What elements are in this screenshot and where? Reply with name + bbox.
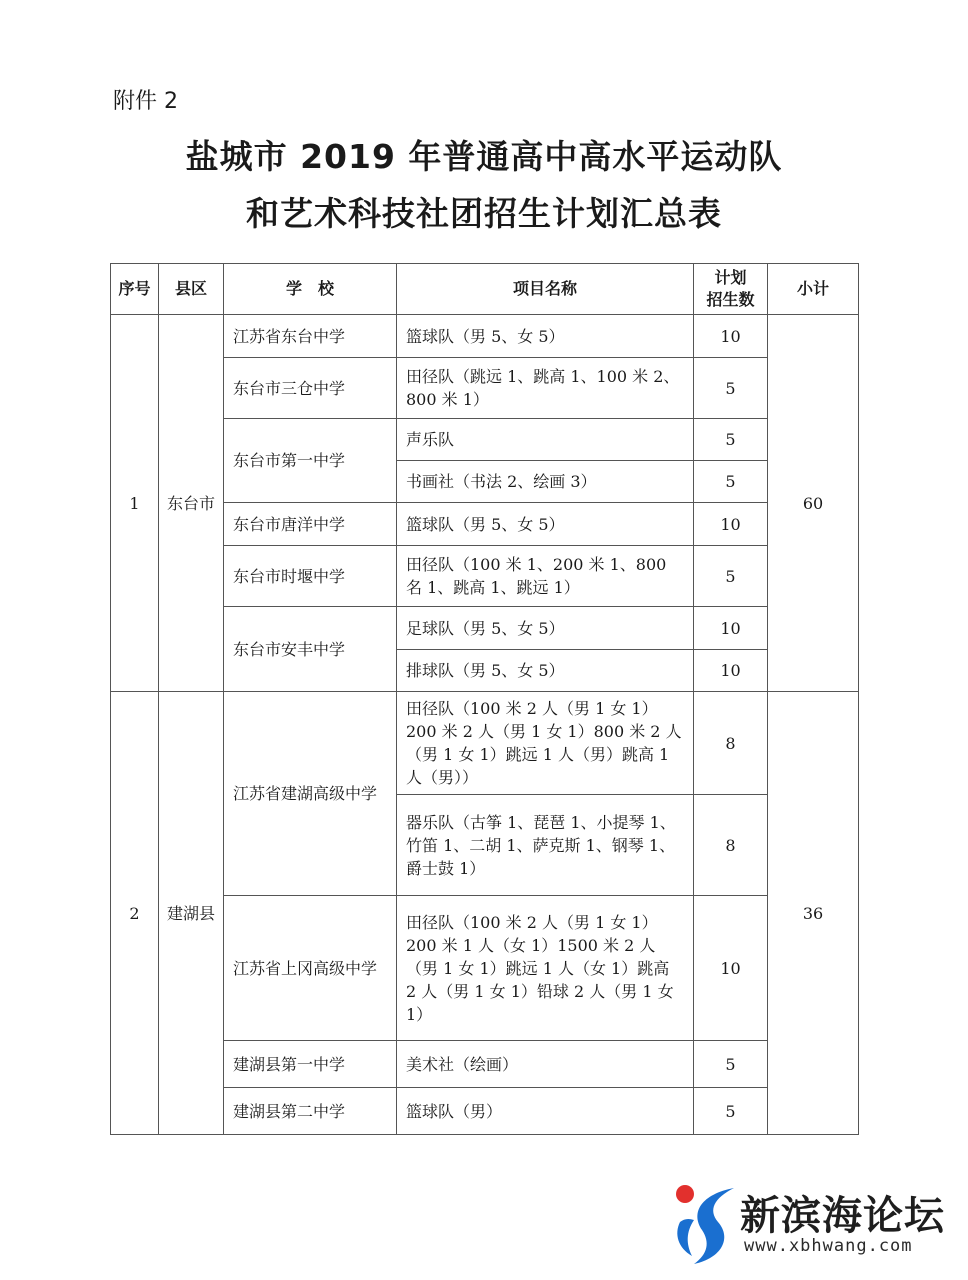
table-row: [111, 315, 859, 358]
cell-project: 器乐队（古筝 1、琵琶 1、小提琴 1、竹笛 1、二胡 1、萨克斯 1、钢琴 1、爵士鼓 1）: [397, 795, 694, 896]
cell-school: 东台市时堰中学: [224, 546, 397, 607]
document-title-line-1: 盐城市 2019 年普通高中高水平运动队: [185, 137, 783, 176]
cell-seq: 2: [111, 692, 159, 1135]
watermark-name: 新滨海论坛: [740, 1193, 945, 1239]
cell-school: 建湖县第二中学: [224, 1088, 397, 1135]
cell-project: 篮球队（男 5、女 5）: [397, 503, 694, 546]
cell-quota: 10: [694, 607, 768, 650]
cell-project: 排球队（男 5、女 5）: [397, 650, 694, 692]
cell-quota: 5: [694, 419, 768, 461]
watermark-logo: [672, 1182, 962, 1272]
cell-quota: 5: [694, 461, 768, 503]
table-row: [111, 503, 859, 546]
cell-school: 江苏省东台中学: [224, 315, 397, 358]
watermark-url: www.xbhwang.com: [744, 1236, 913, 1256]
table-row: [111, 1041, 859, 1088]
cell-school: 东台市三仓中学: [224, 358, 397, 419]
cell-county: 东台市: [159, 315, 224, 692]
header-quota-line-2: 招生数: [706, 290, 755, 309]
cell-project: 田径队（100 米 1、200 米 1、800 名 1、跳高 1、跳远 1）: [397, 546, 694, 607]
cell-project: 田径队（100 米 2 人（男 1 女 1）200 米 1 人（女 1）1500 米 2 人（男 1 女 1）跳远 1 人（女 1）跳高 2 人（男 1 女 1）铅球 2 人（男 1 女 1）: [397, 896, 694, 1041]
table-row: [111, 1088, 859, 1135]
table-row: [111, 607, 859, 650]
cell-school: 东台市安丰中学: [224, 607, 397, 692]
header-project: 项目名称: [397, 264, 694, 315]
header-quota: [694, 264, 768, 315]
cell-school: 东台市第一中学: [224, 419, 397, 503]
cell-quota: 10: [694, 315, 768, 358]
table-row: [111, 692, 859, 795]
table-row: [111, 419, 859, 461]
cell-subtotal: 36: [768, 692, 859, 1135]
attachment-label: 附件 2: [113, 89, 178, 114]
cell-school: 江苏省建湖高级中学: [224, 692, 397, 896]
cell-project: 篮球队（男 5、女 5）: [397, 315, 694, 358]
cell-school: 江苏省上冈高级中学: [224, 896, 397, 1041]
cell-school: 东台市唐洋中学: [224, 503, 397, 546]
document-title-line-2: 和艺术科技社团招生计划汇总表: [246, 194, 722, 233]
cell-project: 书画社（书法 2、绘画 3）: [397, 461, 694, 503]
cell-quota: 8: [694, 795, 768, 896]
cell-quota: 10: [694, 503, 768, 546]
cell-project: 田径队（100 米 2 人（男 1 女 1）200 米 2 人（男 1 女 1）800 米 2 人（男 1 女 1）跳远 1 人（男）跳高 1 人（男））: [397, 692, 694, 795]
header-seq: 序号: [111, 264, 159, 315]
cell-quota: 10: [694, 650, 768, 692]
cell-seq: 1: [111, 315, 159, 692]
cell-quota: 5: [694, 1088, 768, 1135]
cell-subtotal: 60: [768, 315, 859, 692]
enrollment-plan-table: [110, 263, 859, 1135]
cell-quota: 5: [694, 1041, 768, 1088]
cell-quota: 8: [694, 692, 768, 795]
header-county: 县区: [159, 264, 224, 315]
cell-project: 篮球队（男）: [397, 1088, 694, 1135]
cell-quota: 5: [694, 358, 768, 419]
cell-project: 田径队（跳远 1、跳高 1、100 米 2、800 米 1）: [397, 358, 694, 419]
cell-project: 足球队（男 5、女 5）: [397, 607, 694, 650]
cell-quota: 5: [694, 546, 768, 607]
table-row: [111, 546, 859, 607]
cell-county: 建湖县: [159, 692, 224, 1135]
cell-project: 美术社（绘画）: [397, 1041, 694, 1088]
cell-project: 声乐队: [397, 419, 694, 461]
header-quota-line-1: 计划: [714, 268, 747, 287]
table-row: [111, 896, 859, 1041]
table-row: [111, 358, 859, 419]
cell-quota: 10: [694, 896, 768, 1041]
forum-logo-icon: [672, 1182, 742, 1268]
cell-school: 建湖县第一中学: [224, 1041, 397, 1088]
table-header-row: [111, 264, 859, 315]
header-subtotal: 小计: [768, 264, 859, 315]
header-school: 学 校: [224, 264, 397, 315]
